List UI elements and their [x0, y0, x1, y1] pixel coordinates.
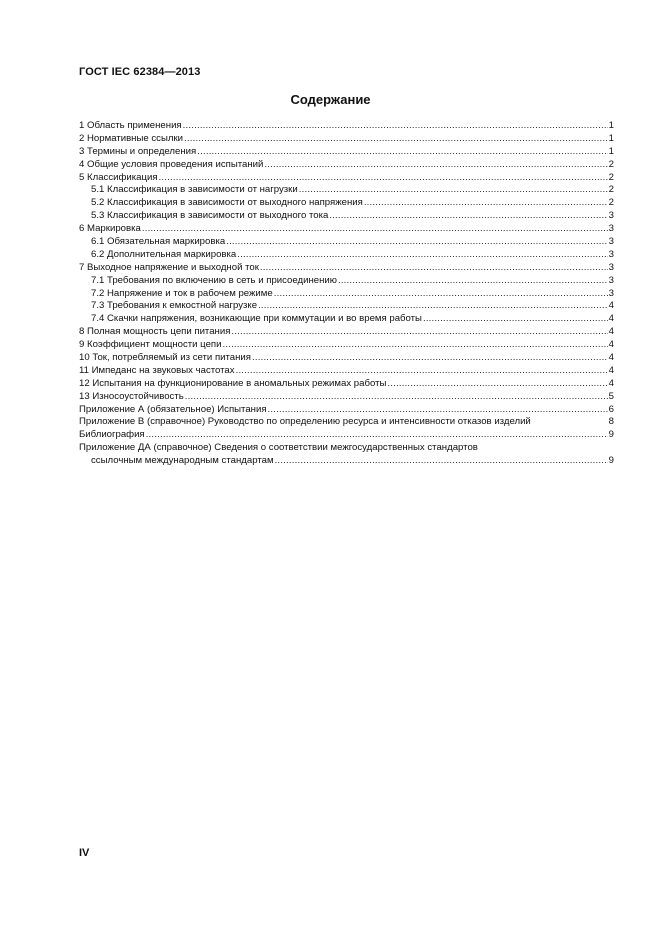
toc-entry-label: 5.2 Классификация в зависимости от выходного напряжения [91, 197, 363, 209]
toc-leader-dots [236, 365, 608, 378]
toc-leader-dots [146, 429, 608, 442]
toc-leader-dots [387, 378, 607, 391]
toc-entry[interactable] [79, 442, 614, 455]
toc-entry-label: Приложение В (справочное) Руководство по определению ресурса и интенсивности отказов изделий [79, 416, 531, 428]
toc-entry-label: ссылочным международным стандартам [91, 455, 274, 467]
toc-entry-label: 6.1 Обязательная маркировка [91, 236, 226, 248]
toc-entry-page: 3 [608, 223, 614, 235]
toc-entry[interactable] [79, 288, 614, 301]
toc-leader-dots [237, 249, 607, 262]
toc-entry-page: 4 [608, 300, 614, 312]
toc-leader-dots [268, 404, 608, 417]
toc-entry-label: 7 Выходное напряжение и выходной ток [79, 261, 259, 273]
toc-entry-label: 6.2 Дополнительная маркировка [91, 248, 237, 260]
toc-entry-label: 3 Термины и определения [79, 145, 197, 157]
toc-entry-page: 3 [608, 274, 614, 286]
toc-entry[interactable] [79, 120, 614, 133]
toc-entry-page: 2 [608, 197, 614, 209]
toc-entry-label: 5 Классификация [79, 171, 158, 183]
toc-entry-page: 3 [608, 210, 614, 222]
toc-entry-label: 5.3 Классификация в зависимости от выходного тока [91, 210, 329, 222]
toc-entry-label: 9 Коэффициент мощности цепи [79, 339, 222, 351]
toc-entry-page: 4 [608, 364, 614, 376]
toc-leader-dots [183, 120, 608, 133]
toc-entry[interactable] [79, 275, 614, 288]
toc-entry[interactable] [79, 210, 614, 223]
toc-entry-label: 7.4 Скачки напряжения, возникающие при коммутации и во время работы [91, 313, 422, 325]
toc-leader-dots [260, 262, 608, 275]
toc-entry[interactable] [79, 404, 614, 417]
toc-entry-label: 8 Полная мощность цепи питания [79, 326, 231, 338]
toc-entry-label: 2 Нормативные ссылки [79, 132, 184, 144]
toc-leader-dots [252, 352, 608, 365]
toc-entry-page: 2 [608, 184, 614, 196]
toc-entry-page: 3 [608, 248, 614, 260]
toc-entry-page: 4 [608, 352, 614, 364]
toc-leader-dots [264, 159, 607, 172]
toc-leader-dots [222, 339, 607, 352]
toc-entry-page: 1 [608, 145, 614, 157]
toc-title: Содержание [290, 92, 371, 107]
toc-entry-page: 4 [608, 339, 614, 351]
toc-leader-dots [338, 275, 608, 288]
toc-leader-dots [299, 184, 608, 197]
toc-entry[interactable] [79, 326, 614, 339]
toc-entry-label: 1 Область применения [79, 120, 182, 131]
toc-leader-dots [197, 146, 607, 159]
toc-entry-label: 4 Общие условия проведения испытаний [79, 158, 264, 170]
toc-leader-dots [329, 210, 607, 223]
toc-entry-label: 11 Импеданс на звуковых частотах [79, 364, 235, 376]
toc-entry[interactable] [79, 262, 614, 275]
toc-leader-dots [364, 197, 608, 210]
toc-entry-label: Приложение А (обязательное) Испытания [79, 403, 267, 415]
toc-entry-label: Библиография [79, 429, 145, 441]
toc-entry-page: 8 [608, 416, 614, 428]
toc-leader-dots [258, 300, 608, 313]
toc-entry-label: 7.2 Напряжение и ток в рабочем режиме [91, 287, 273, 299]
toc-leader-dots [423, 313, 608, 326]
toc-entry-page: 3 [608, 261, 614, 273]
toc-entry[interactable] [79, 146, 614, 159]
toc-entry-page: 9 [608, 455, 614, 467]
toc-entry[interactable] [79, 184, 614, 197]
document-code: ГОСТ IEC 62384—2013 [79, 66, 201, 78]
toc-entry-page: 4 [608, 326, 614, 338]
toc-leader-dots [226, 236, 607, 249]
toc-entry-label: 6 Маркировка [79, 223, 141, 235]
toc-entry[interactable] [79, 378, 614, 391]
toc-entry[interactable] [79, 391, 614, 404]
toc-entry[interactable] [79, 339, 614, 352]
toc-entry[interactable] [79, 352, 614, 365]
table-of-contents [79, 120, 614, 468]
toc-entry-page: 9 [608, 429, 614, 441]
toc-entry[interactable] [79, 313, 614, 326]
toc-entry-label: Приложение ДА (справочное) Сведения о соответствии межгосударственных стандартов [79, 442, 478, 454]
page-number: IV [79, 847, 90, 859]
toc-entry-page: 5 [608, 390, 614, 402]
toc-leader-dots [185, 391, 608, 404]
toc-entry-page: 1 [608, 132, 614, 144]
toc-entry[interactable] [79, 455, 614, 468]
toc-entry-page: 4 [608, 313, 614, 325]
toc-entry[interactable] [79, 172, 614, 185]
toc-entry-page: 2 [608, 171, 614, 183]
toc-entry[interactable] [79, 223, 614, 236]
toc-entry-label: 7.1 Требования по включению в сеть и присоединению [91, 274, 337, 286]
toc-leader-dots [231, 326, 607, 339]
toc-entry-label: 7.3 Требования к емкостной нагрузке [91, 300, 258, 312]
toc-entry-label: 13 Износоустойчивость [79, 390, 184, 402]
toc-entry-label: 5.1 Классификация в зависимости от нагрузки [91, 184, 298, 196]
toc-entry[interactable] [79, 236, 614, 249]
toc-entry-page: 2 [608, 158, 614, 170]
toc-entry-page: 6 [608, 403, 614, 415]
toc-leader-dots [184, 133, 608, 146]
toc-entry-page: 1 [608, 120, 614, 131]
toc-entry[interactable] [79, 133, 614, 146]
toc-entry-page: 3 [608, 236, 614, 248]
toc-leader-dots [274, 288, 608, 301]
toc-entry[interactable] [79, 365, 614, 378]
toc-entry-label: 10 Ток, потребляемый из сети питания [79, 352, 251, 364]
toc-entry[interactable] [79, 300, 614, 313]
toc-leader-dots [142, 223, 608, 236]
toc-entry-label: 12 Испытания на функционирование в аномальных режимах работы [79, 377, 387, 389]
toc-entry-page: 4 [608, 377, 614, 389]
toc-leader-dots [159, 172, 608, 185]
toc-entry[interactable] [79, 416, 614, 429]
toc-entry[interactable] [79, 159, 614, 172]
toc-entry-page: 3 [608, 287, 614, 299]
toc-entry[interactable] [79, 197, 614, 210]
toc-leader-dots [275, 455, 608, 468]
toc-entry[interactable] [79, 429, 614, 442]
toc-entry[interactable] [79, 249, 614, 262]
